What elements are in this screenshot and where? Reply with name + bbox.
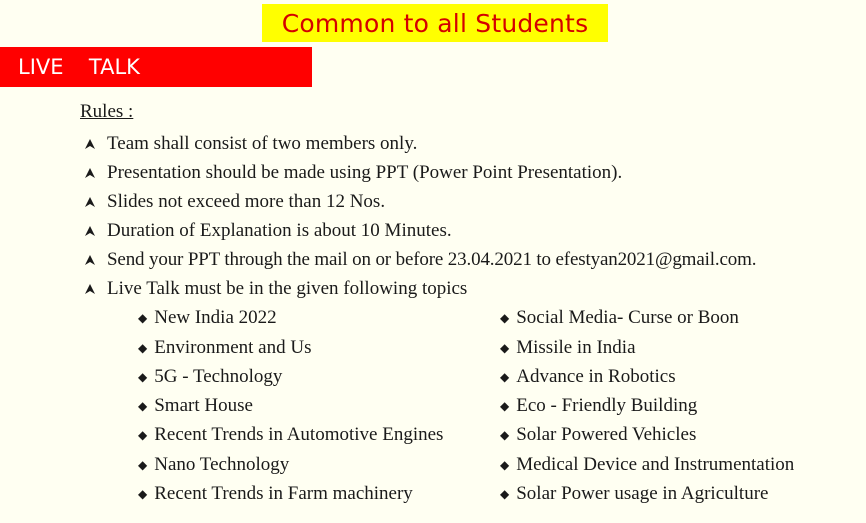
topic-item [138, 393, 253, 419]
topic-item [138, 452, 289, 478]
topic-text: Solar Power usage in Agriculture [516, 483, 769, 504]
arrowhead-bullet-icon [84, 167, 96, 179]
topic-item [138, 305, 277, 331]
rules-title: Rules : [80, 101, 134, 122]
diamond-bullet-icon: ◆ [138, 399, 148, 413]
topic-text: Social Media- Curse or Boon [516, 307, 739, 328]
topic-item [500, 422, 696, 448]
topic-item [138, 335, 312, 361]
diamond-bullet-icon: ◆ [500, 311, 510, 325]
diamond-bullet-icon: ◆ [138, 370, 148, 384]
topic-item [138, 481, 413, 507]
diamond-bullet-icon: ◆ [138, 311, 148, 325]
topic-item [500, 305, 739, 331]
rule-item [84, 247, 756, 273]
topic-text: Medical Device and Instrumentation [516, 454, 795, 475]
header-banner [262, 4, 608, 42]
topic-text: Recent Trends in Farm machinery [154, 483, 413, 504]
diamond-bullet-icon: ◆ [138, 341, 148, 355]
page-title: Common to all Students [281, 8, 589, 38]
rule-text: Live Talk must be in the given following topics [107, 278, 468, 299]
topic-text: Eco - Friendly Building [516, 395, 698, 416]
topic-text: New India 2022 [154, 307, 277, 328]
topic-item [500, 452, 794, 478]
rule-text: Slides not exceed more than 12 Nos. [107, 191, 386, 212]
rule-item [84, 218, 452, 244]
diamond-bullet-icon: ◆ [500, 487, 510, 501]
rule-text: Presentation should be made using PPT (Power Point Presentation). [107, 162, 623, 183]
topic-text: Nano Technology [154, 454, 290, 475]
topic-item [500, 335, 636, 361]
diamond-bullet-icon: ◆ [500, 341, 510, 355]
topic-item [500, 364, 676, 390]
rule-text: Duration of Explanation is about 10 Minutes. [107, 220, 452, 241]
rule-text: Send your PPT through the mail on or before 23.04.2021 to efestyan2021@gmail.com. [107, 249, 757, 270]
rule-item [84, 131, 417, 157]
diamond-bullet-icon: ◆ [500, 458, 510, 472]
diamond-bullet-icon: ◆ [138, 458, 148, 472]
topic-item [138, 422, 443, 448]
topic-item [500, 393, 697, 419]
topic-text: 5G - Technology [154, 366, 283, 387]
section-bar [0, 47, 312, 87]
topic-text: Advance in Robotics [516, 366, 676, 387]
topic-text: Environment and Us [154, 337, 312, 358]
rule-text: Team shall consist of two members only. [107, 133, 418, 154]
topic-text: Missile in India [516, 337, 636, 358]
topic-text: Smart House [154, 395, 253, 416]
rule-item [84, 276, 467, 302]
diamond-bullet-icon: ◆ [500, 428, 510, 442]
rule-item [84, 189, 385, 215]
topic-item [138, 364, 282, 390]
arrowhead-bullet-icon [84, 225, 96, 237]
diamond-bullet-icon: ◆ [500, 370, 510, 384]
diamond-bullet-icon: ◆ [500, 399, 510, 413]
rule-item [84, 160, 622, 186]
topic-text: Solar Powered Vehicles [516, 424, 697, 445]
topic-text: Recent Trends in Automotive Engines [154, 424, 444, 445]
diamond-bullet-icon: ◆ [138, 428, 148, 442]
topic-item [500, 481, 768, 507]
arrowhead-bullet-icon [84, 138, 96, 150]
diamond-bullet-icon: ◆ [138, 487, 148, 501]
arrowhead-bullet-icon [84, 196, 96, 208]
arrowhead-bullet-icon [84, 283, 96, 295]
section-title: LIVE TALK [18, 55, 140, 79]
arrowhead-bullet-icon [84, 254, 96, 266]
